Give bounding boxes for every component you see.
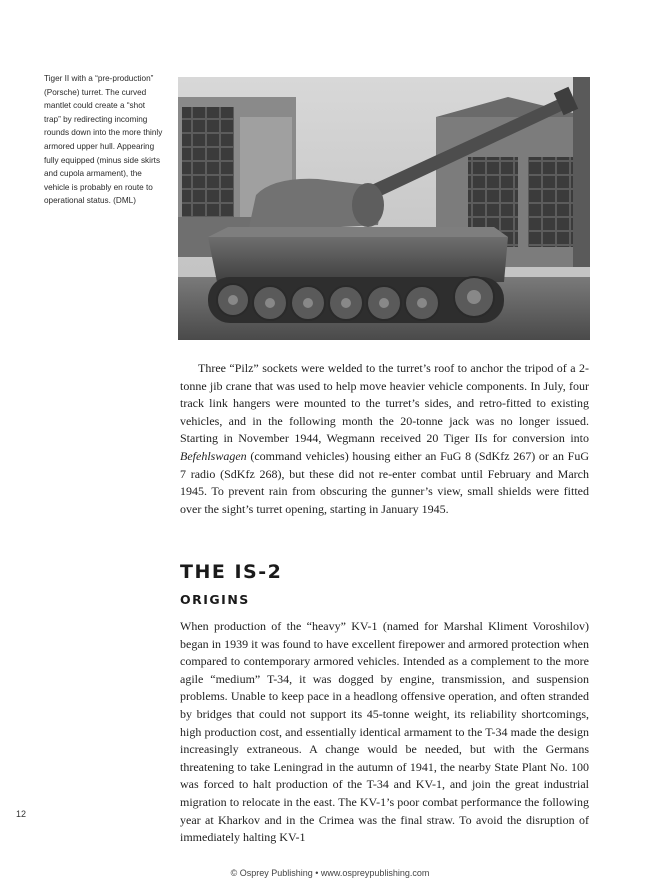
body-paragraph-1 <box>180 360 589 518</box>
tiger-ii-photo <box>178 77 590 340</box>
photo-caption: Tiger II with a “pre-production” (Porsche) turret. The curved mantlet could create a “shot trap” by redirecting incoming rounds down into the more thinly armored upper hull. Appearing fully equipped (minus side skirts and cupola armament), the vehicle is probably en route to operational status. (DML) <box>44 74 163 206</box>
publisher-footer: © Osprey Publishing • www.ospreypublishing.com <box>230 868 430 878</box>
subsection-title: ORIGINS <box>180 592 250 607</box>
page-number: 12 <box>16 809 27 819</box>
befehlswagen-term: Befehlswagen <box>180 448 247 463</box>
tank-illustration <box>178 77 590 340</box>
paragraph-1-text-a: Three “Pilz” sockets were welded to the turret’s roof to anchor the tripod of a 2-tonne jib crane that was used to help move heavier vehicle components. In July, four track link hangers were mounted to the turret’s sides, and retro-fitted to existing vehicles, and in the following month the 20-tonne jack was no longer issued. Starting in November 1944, Wegmann received 20 Tiger IIs for conversion into <box>180 361 589 446</box>
paragraph-1-text-b: (command vehicles) housing either an FuG 8 (SdKfz 267) or an FuG 7 radio (SdKfz 268), but these did not re-enter combat until February and March 1945. To prevent rain from obscuring the gunner’s view, small shields were fitted over the sight’s turret opening, starting in January 1945. <box>180 448 589 516</box>
body-paragraph-2: When production of the “heavy” KV-1 (named for Marshal Kliment Voroshilov) began in 1939 it was found to have excellent firepower and armored protection when compared to contemporary armored vehicles. Intended as a complement to the more agile “medium” T-34, it was dogged by engine, transmission, and suspension problems. Unable to keep pace in a headlong offensive operation, and often stranded by bridges that could not support its 45-tonne weight, its reliability shortcomings, high production cost, and essentially identical armament to the T-34 made the design increasingly extraneous. A change would be needed, but with the Germans threatening to take Leningrad in the autumn of 1941, the nearby State Plant No. 100 was forced to halt production of the T-34 and KV-1, and join the great industrial migration to relocate in the east. The KV-1’s poor combat performance the following year at Kharkov and in the Crimea was the final straw. To avoid the disruption of immediately halting KV-1 <box>180 619 589 845</box>
section-title: THE IS-2 <box>180 561 283 583</box>
